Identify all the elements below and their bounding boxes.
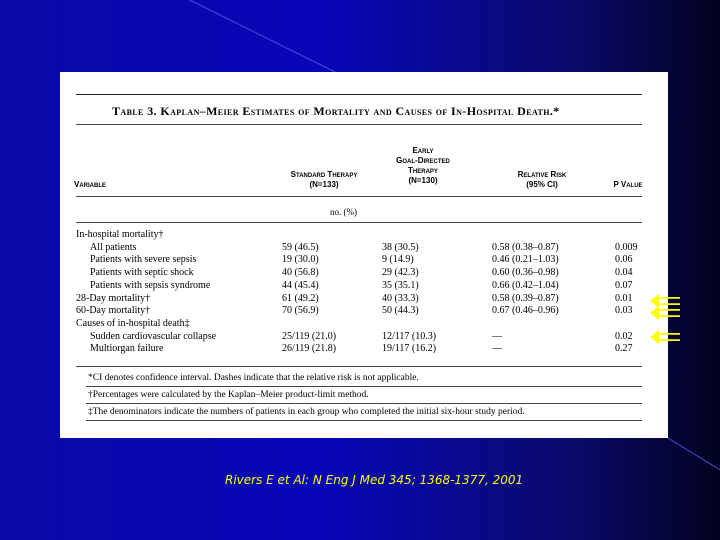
cell-p-value: 0.02 — [615, 330, 633, 342]
table-image — [60, 72, 668, 438]
cell-standard: 26/119 (21.8) — [282, 343, 337, 355]
table-row — [60, 318, 668, 330]
cell-relative-risk: 0.60 (0.36–0.98) — [492, 267, 559, 279]
row-label: Sudden cardiovascular collapse — [90, 330, 217, 342]
cell-egdt: 38 (30.5) — [382, 241, 419, 253]
double-arrow-left-icon — [650, 306, 680, 320]
table-row — [60, 254, 668, 266]
cell-egdt: 29 (42.3) — [382, 267, 419, 279]
row-label: Patients with septic shock — [90, 267, 194, 279]
cell-p-value: 0.27 — [615, 343, 633, 355]
cell-p-value: 0.03 — [615, 305, 633, 317]
cell-p-value: 0.04 — [615, 267, 633, 279]
cell-egdt: 40 (33.3) — [382, 292, 419, 304]
table-title: Table 3. Kaplan–Meier Estimates of Mortality and Causes of In-Hospital Death.* — [112, 104, 560, 118]
title-rule — [76, 124, 642, 125]
cell-egdt: 12/117 (10.3) — [382, 330, 437, 342]
footnote-rule — [86, 420, 642, 421]
header-variable: Variable — [74, 180, 107, 189]
cell-standard: 40 (56.8) — [282, 267, 319, 279]
table-row — [60, 267, 668, 279]
header-rule — [76, 196, 642, 197]
footnote: †Percentages were calculated by the Kaplan–Meier product-limit method. — [88, 390, 369, 400]
header-relative-risk: Relative Risk (95% CI) — [517, 170, 567, 189]
cell-p-value: 0.009 — [615, 241, 638, 253]
table-row — [60, 280, 668, 292]
header-standard: Standard Therapy (N=133) — [290, 170, 358, 189]
table-row — [60, 293, 668, 305]
cell-p-value: 0.01 — [615, 292, 633, 304]
cell-standard: 44 (45.4) — [282, 279, 319, 291]
table-row — [60, 305, 668, 317]
row-label: 28-Day mortality† — [76, 292, 151, 304]
footnote: ‡The denominators indicate the numbers of patients in each group who completed the initial six-hour study period. — [88, 407, 525, 417]
row-label: In-hospital mortality† — [76, 229, 164, 240]
cell-relative-risk: 0.67 (0.46–0.96) — [492, 305, 559, 317]
cell-p-value: 0.06 — [615, 254, 633, 266]
cell-egdt: 19/117 (16.2) — [382, 343, 437, 355]
cell-relative-risk: — — [492, 343, 502, 355]
bottom-rule — [76, 366, 642, 367]
cell-egdt: 9 (14.9) — [382, 254, 414, 266]
row-label: All patients — [90, 241, 137, 253]
units-label: no. (%) — [330, 207, 357, 217]
cell-standard: 59 (46.5) — [282, 241, 319, 253]
row-label: Causes of in-hospital death‡ — [76, 317, 190, 329]
cell-relative-risk: — — [492, 330, 502, 342]
cell-standard: 19 (30.0) — [282, 254, 319, 266]
row-label: Patients with sepsis syndrome — [90, 279, 211, 291]
cell-egdt: 50 (44.3) — [382, 305, 419, 317]
cell-relative-risk: 0.58 (0.39–0.87) — [492, 292, 559, 304]
header-p-value: P Value — [613, 180, 643, 189]
row-label: Multiorgan failure — [90, 343, 164, 355]
citation: Rivers E et Al: N Eng J Med 345; 1368-1377, 2001 — [225, 473, 524, 487]
footnote-rule — [86, 403, 642, 404]
header-egdt: Early Goal-Directed Therapy (N=130) — [396, 146, 450, 185]
top-rule — [76, 94, 642, 95]
double-arrow-left-icon — [650, 330, 680, 344]
cell-relative-risk: 0.46 (0.21–1.03) — [492, 254, 559, 266]
cell-standard: 25/119 (21.0) — [282, 330, 337, 342]
units-rule — [76, 222, 642, 223]
row-label: Patients with severe sepsis — [90, 254, 197, 266]
table-row — [60, 242, 668, 254]
cell-standard: 70 (56.9) — [282, 305, 319, 317]
cell-egdt: 35 (35.1) — [382, 279, 419, 291]
cell-standard: 61 (49.2) — [282, 292, 319, 304]
table-row — [60, 343, 668, 355]
table-row — [60, 331, 668, 343]
table-row — [60, 229, 668, 241]
row-label: 60-Day mortality† — [76, 305, 151, 317]
footnote-rule — [86, 386, 642, 387]
cell-relative-risk: 0.58 (0.38–0.87) — [492, 241, 559, 253]
footnote: *CI denotes confidence interval. Dashes indicate that the relative risk is not applicable. — [88, 373, 419, 383]
cell-relative-risk: 0.66 (0.42–1.04) — [492, 279, 559, 291]
cell-p-value: 0.07 — [615, 279, 633, 291]
